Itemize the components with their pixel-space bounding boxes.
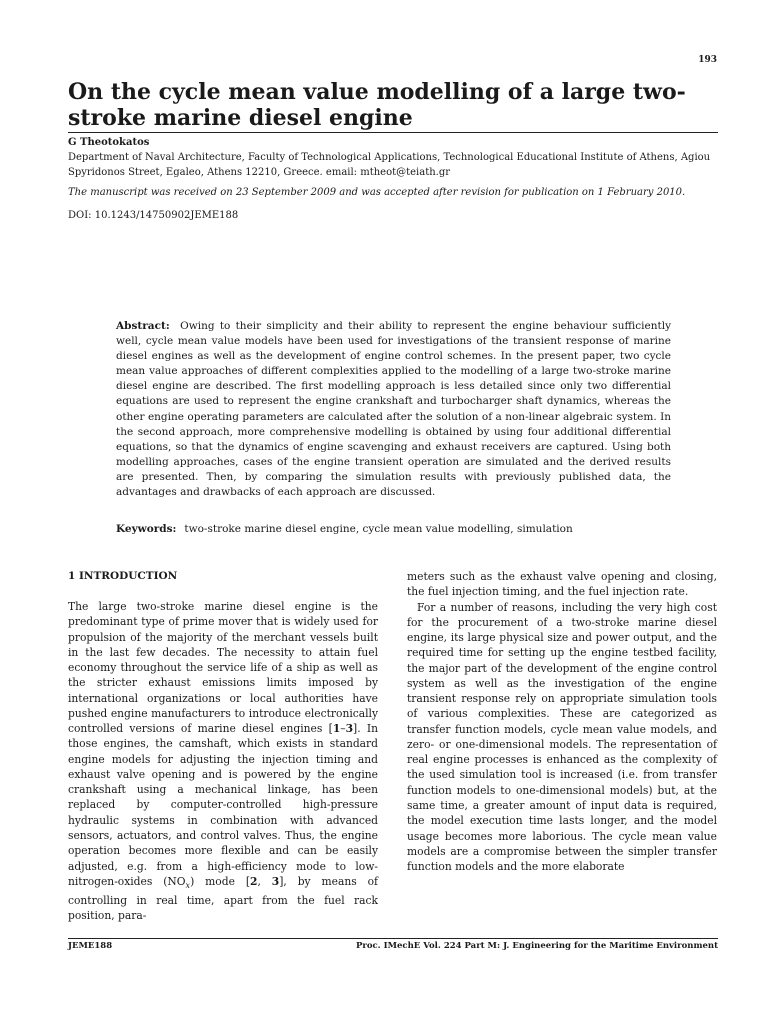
abstract-text: Owing to their simplicity and their ability to represent the engine behaviour sufficiently well, cycle mean value models have been used for investigations of the transient response of marine diesel engines as well as the development of engine control schemes. In the present paper, two cycle mean value approaches of different complexities applied to the modelling of a large two-stroke marine diesel engine are described. The first modelling approach is less detailed since only two differential equations are used to represent the engine crankshaft and turbocharger shaft dynamics, whereas the other engine operating parameters are calculated after the solution of a non-linear algebraic system. In the second approach, more comprehensive modelling is obtained by using four additional differential equations, so that the dynamics of engine scavenging and exhaust receivers are captured. Using both modelling approaches, cases of the engine transient operation are simulated and the derived results are presented. Then, by comparing the simulation results with previously published data, the advantages and drawbacks of each approach are discussed. — [116, 320, 671, 499]
keywords-text: two-stroke marine diesel engine, cycle mean value modelling, simulation — [184, 523, 573, 535]
nox-subscript: x — [185, 880, 191, 890]
citation-ref: 1 — [332, 722, 341, 736]
citation-ref: 2 — [250, 874, 258, 888]
intro-paragraph-1-continued: meters such as the exhaust valve opening and closing, the fuel injection timing, and the fuel injection rate. — [407, 570, 717, 599]
doi: DOI: 10.1243/14750902JEME188 — [68, 210, 239, 221]
author-name: G Theotokatos — [68, 137, 150, 148]
intro-paragraph-1 — [68, 599, 378, 924]
intro-text-part: ) mode [ — [190, 874, 250, 888]
title-divider — [68, 132, 718, 133]
intro-paragraph-2: For a number of reasons, including the very high cost for the procurement of a two-stroke marine diesel engine, its large physical size and power output, and the required time for setting up the engine testbed facility, the major part of the development of the engine control system as well as the investigation of the engine transient response rely on appropriate simulation tools of various complexities. These are categorized as transfer function models, cycle mean value models, and zero- or one-dimensional models. The representation of real engine processes is enhanced as the complexity of the used simulation tool is increased (i.e. from transfer function models to one-dimensional models) but, at the same time, a greater amount of input data is required, the model execution time lasts longer, and the model usage becomes more laborious. The cycle mean value models are a compromise between the simpler transfer function models and the more elaborate — [407, 600, 717, 874]
footer-article-code: JEME188 — [68, 941, 113, 951]
right-column — [407, 569, 717, 874]
keywords — [116, 523, 676, 535]
page-number: 193 — [698, 55, 717, 65]
intro-text-part: ], by means of controlling in real time, apart from the fuel rack position, para- — [68, 874, 379, 923]
article-title: On the cycle mean value modelling of a large two-stroke marine diesel engine — [68, 79, 686, 131]
manuscript-dates: The manuscript was received on 23 September 2009 and was accepted after revision for publication on 1 February 2010. — [68, 187, 686, 198]
intro-text-part: The large two-stroke marine diesel engine is the predominant type of prime mover that is widely used for propulsion of the majority of the merchant vessels built in the last few decades. The necessity to attain fuel economy throughout the service life of a ship as well as the stricter exhaust emissions limits imposed by international organizations or local authorities have pushed engine manufacturers to introduce electronically controlled versions of marine diesel engines [ — [68, 600, 378, 736]
citation-separator: , — [257, 874, 272, 888]
intro-text-part: ]. In those engines, the camshaft, which exists in standard engine models for adjusting the injection timing and exhaust valve opening and is powered by the engine crankshaft using a mechanical linkage, has been replaced by computer-controlled high-pressure hydraulic systems in combination with advanced sensors, actuators, and control valves. Thus, the engine operation becomes more flexible and can be easily adjusted, e.g. from a high-efficiency mode to low-nitrogen-oxides (NO — [68, 722, 378, 888]
author-affiliation: Department of Naval Architecture, Faculty of Technological Applications, Technological Educational Institute of Athens, Agiou Spyridonos Street, Egaleo, Athens 12210, Greece. email: mtheot@teiath.gr — [68, 152, 711, 178]
citation-dash: – — [340, 722, 346, 736]
footer-journal: Proc. IMechE Vol. 224 Part M: J. Engineering for the Maritime Environment — [355, 941, 718, 951]
left-column — [68, 569, 378, 924]
section-heading: 1 INTRODUCTION — [68, 570, 178, 582]
citation-ref: 3 — [345, 722, 354, 736]
abstract — [116, 319, 671, 500]
citation-ref: 3 — [271, 874, 280, 888]
keywords-label: Keywords: — [116, 523, 177, 535]
abstract-label: Abstract: — [116, 320, 170, 332]
footer-divider — [68, 938, 718, 939]
